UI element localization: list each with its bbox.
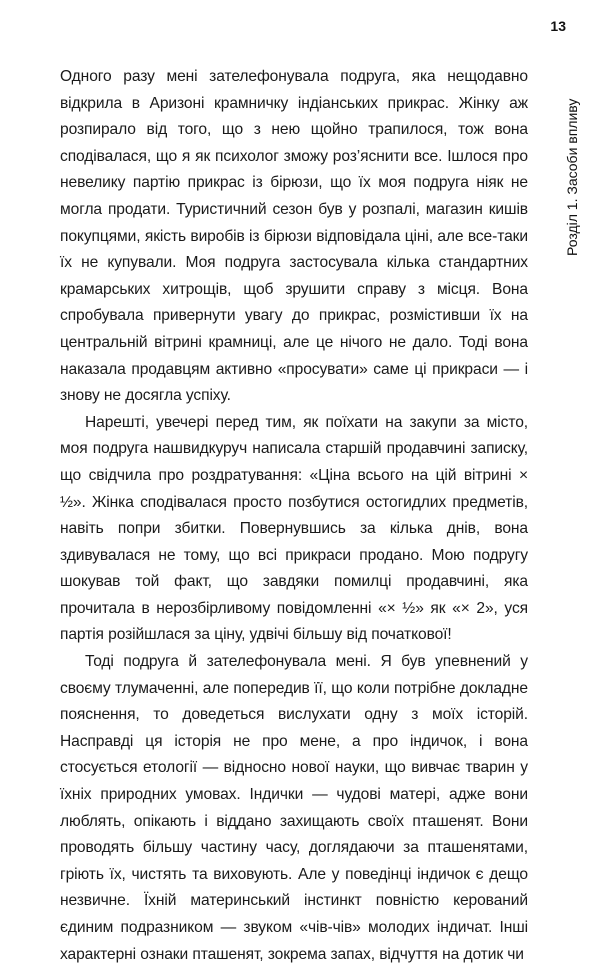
- paragraph-3: Тоді подруга й зателефонувала мені. Я був упевнений у своєму тлумаченні, але попередив її, що коли потрібне докладне пояснення, то доведеться вислухати одну з моїх історій. Насправді ця історія не про мене, а про індичок, і вона стосується етології — відносно нової науки, що вивчає тварин у їхніх природних умовах. Індички — чудові матері, адже вони люблять, опікають і віддано захищають своїх пташенят. Вони проводять більшу частину часу, доглядаючи за пташенятами, гріють їх, чистять та виховують. Але у поведінці індичок є дещо незвичне. Їхній материнський інстинкт повністю керований єдиним подразником — звуком «чів-чів» молодих індичат. Інші характерні ознаки пташенят, зокрема запах, відчуття на дотик чи: [60, 653, 528, 963]
- text-body: [60, 64, 528, 968]
- page-number: 13: [550, 18, 566, 34]
- running-head-text: Розділ 1. Засоби впливу: [564, 98, 580, 256]
- running-head: [562, 66, 586, 256]
- paragraph-1: Одного разу мені зателефонувала подруга, яка нещодавно відкрила в Аризоні крамничку індіанських прикрас. Жінку аж розпирало від того, що з нею щойно трапилося, тож вона сподівалася, що я як психолог зможу роз’яснити все. Ішлося про невелику партію прикрас із бірюзи, що їх моя подруга ніяк не могла продати. Туристичний сезон був у розпалі, магазин кишів покупцями, якість виробів із бірюзи відповідала ціні, але все-таки їх не купували. Моя подруга застосувала кілька стандартних крамарських хитрощів, щоб зрушити справу з місця. Вона спробувала привернути увагу до прикрас, розмістивши їх на центральній вітрині крамниці, але це нічого не дало. Тоді вона наказала продавцям активно «просувати» саме ці прикраси — і знову не досягла успіху.: [60, 68, 528, 405]
- paragraph-2: Нарешті, увечері перед тим, як поїхати на закупи за місто, моя подруга нашвидкуруч написала старшій продавчині записку, що свідчила про роздратування: «Ціна всього на цій вітрині × ½». Жінка сподівалася просто позбутися остогидлих предметів, навіть попри збитки. Повернувшись за кілька днів, вона здивувалася не тому, що всі прикраси продано. Мою подругу шокував той факт, що завдяки помилці продавчині, яка прочитала в нерозбірливому повідомленні «× ½» як «× 2», уся партія розійшлася за ціну, удвічі більшу від початкової!: [60, 413, 528, 644]
